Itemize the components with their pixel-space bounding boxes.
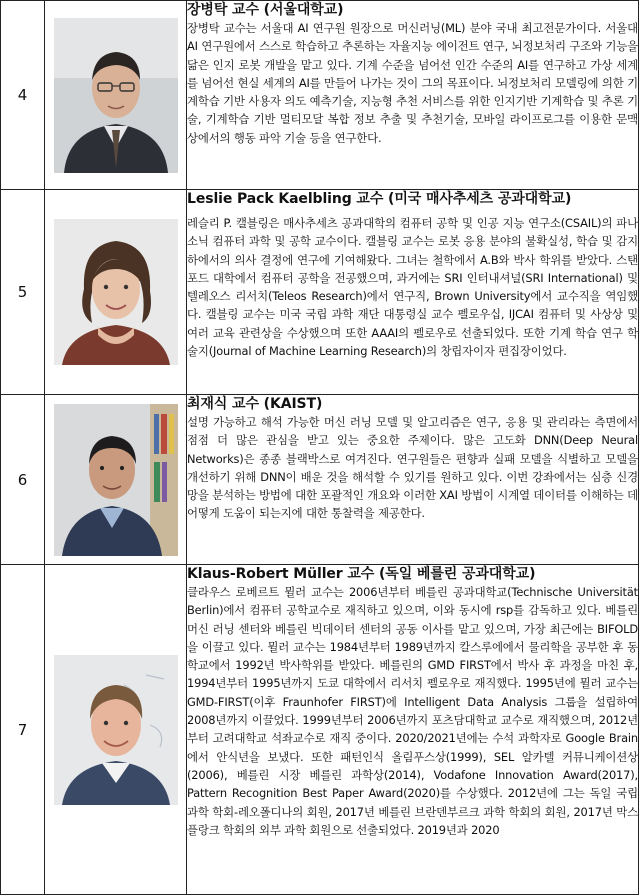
bio-cell <box>187 565 639 895</box>
portrait-photo-icon <box>54 655 178 805</box>
speaker-bio: 설명 가능하고 해석 가능한 머신 러닝 모델 및 알고리즘은 연구, 응용 및 관리라는 측면에서 점점 더 많은 관심을 받고 있는 중요한 주제이다. 많은 고도화 DNN(Deep Neural Networks)은 종종 블랙박스로 여겨진다. 연구원들은 편향과 실패 모델을 식별하고 모델을 개선하기 위해 DNN이 배운 것을 해석할 수 있기를 원하고 있다. 이번 강좌에서는 심층 신경망을 분석하는 방법에 대한 포괄적인 개요와 이러한 XAI 방법이 시계열 데이터를 이해하는 데 어떻게 도움이 되는지에 대한 통찰력을 제공한다. <box>187 415 638 521</box>
speaker-bio: 레슬리 P. 캘블링은 매사추세츠 공과대학의 컴퓨터 공학 및 인공 지능 연구소(CSAIL)의 파나소닉 컴퓨터 과학 및 공학 교수이다. 캘블링 교수는 로봇 응용 분야의 불확실성, 학습 및 감지 하에서의 의사 결정에 연구에 기여해왔다. 그녀는 철학에서 A.B와 박사 학위를 받았다. 스탠포드 대학에서 컴퓨터 공학을 전공했으며, 과거에는 SRI 인터내셔널(SRI International) 및 텔레오스 리서치(Teleos Research)에서 연구직, Brown University에서 교수직을 역임했다. 캘블링 교수는 미국 국립 과학 재단 대통령실 교수 펠로우십, IJCAI 컴퓨터 및 사상상 및 여러 교육 관련상을 수상했으며 또한 AAAI의 펠로우로 선출되었다. 또한 기계 학습 연구 학술지(Journal of Machine Learning Research)의 창립자이자 편집장이었다. <box>187 216 638 359</box>
table-row <box>1 395 639 565</box>
bio-cell <box>187 395 639 565</box>
photo-cell <box>45 190 187 395</box>
bio-cell <box>187 1 639 190</box>
photo-cell <box>45 565 187 895</box>
portrait-photo-icon <box>54 18 178 173</box>
speaker-name: 최재식 교수 (KAIST) <box>187 396 323 412</box>
photo-cell <box>45 395 187 565</box>
table-row <box>1 565 639 895</box>
speaker-bio: 장병탁 교수는 서울대 AI 연구원 원장으로 머신러닝(ML) 분야 국내 최고전문가이다. 서울대 AI 연구원에서 스스로 학습하고 추론하는 자율지능 에이전트 연구, 뇌정보처리 구조와 기능을 닮은 인지 로봇 개발을 맡고 있다. 기계 수준을 넘어선 인간 수준의 AI를 연구하고 가상 세계를 넘어선 현실 세계의 AI를 만들어 나가는 것이 그의 목표이다. 뇌정보처리 모델링에 의한 기계학습 기반 사용자 의도 예측기술, 지능형 추천 서비스를 위한 인지기반 기계학습 및 추론 기술, 기계학습 기반 멀티모달 복합 정보 추출 및 추천기술, 모바일 라이프로그를 이용한 문맥 상에서의 행동 파악 기술 등을 연구한다. <box>187 21 638 145</box>
photo-cell <box>45 1 187 190</box>
table-row <box>1 190 639 395</box>
row-number: 7 <box>1 565 45 895</box>
speaker-name: Klaus-Robert Müller 교수 (독일 베를린 공과대학교) <box>187 566 536 582</box>
table-row <box>1 1 639 190</box>
speaker-bio: 클라우스 로베르트 뮐러 교수는 2006년부터 베를린 공과대학교(Technische Universität Berlin)에서 컴퓨터 공학교수로 재직하고 있으며, 이와 동시에 rsp를 감독하고 있다. 베를린 머신 러닝 센터와 베를린 빅데이터 센터의 공동 이사를 맡고 있으며, 가장 최근에는 BIFOLD을 이끌고 있다. 뮐러 교수는 1984년부터 1989년까지 칼스루에에서 물리학을 공부한 후 동 학교에서 1992년 박사학위를 받았다. 베를린의 GMD FIRST에서 박사 후 과정을 마친 후, 1994년부터 1995년까지 도쿄 대학에서 리서치 펠로우로 재직했다. 1995년에 뮐러 교수는 GMD-FIRST(이후 Fraunhofer FIRST)에 Intelligent Data Analysis 그룹을 설립하여 2008년까지 이끌었다. 1999년부터 2006년까지 포츠담대학교 교수로 재직했으며, 2012년부터 고려대학교 석좌교수로 재직 중이다. 2020/2021년에는 수석 과학자로 Google Brain에서 안식년을 보냈다. 또한 패턴인식 올림푸스상(1999), SEL 알카텔 커뮤니케이션상(2006), 베를린 시장 베를린 과학상(2014), Vodafone Innovation Award(2017), Pattern Recognition Best Paper Award(2020)를 수상했다. 2012년에 그는 독일 국립 과학 학회-레오폴디나의 회원, 2017년 베를린 브란덴부르크 과학 학회의 회원, 2017년 막스 플랑크 학회의 외부 과학 회원으로 선출되었다. 2019년과 2020 <box>187 585 638 837</box>
row-number: 5 <box>1 190 45 395</box>
row-number: 6 <box>1 395 45 565</box>
speaker-name: 장병탁 교수 (서울대학교) <box>187 2 344 18</box>
speaker-name: Leslie Pack Kaelbling 교수 (미국 매사추세츠 공과대학교) <box>187 191 572 207</box>
row-number: 4 <box>1 1 45 190</box>
portrait-photo-icon <box>54 404 178 556</box>
bio-cell <box>187 190 639 395</box>
portrait-photo-icon <box>54 219 178 365</box>
